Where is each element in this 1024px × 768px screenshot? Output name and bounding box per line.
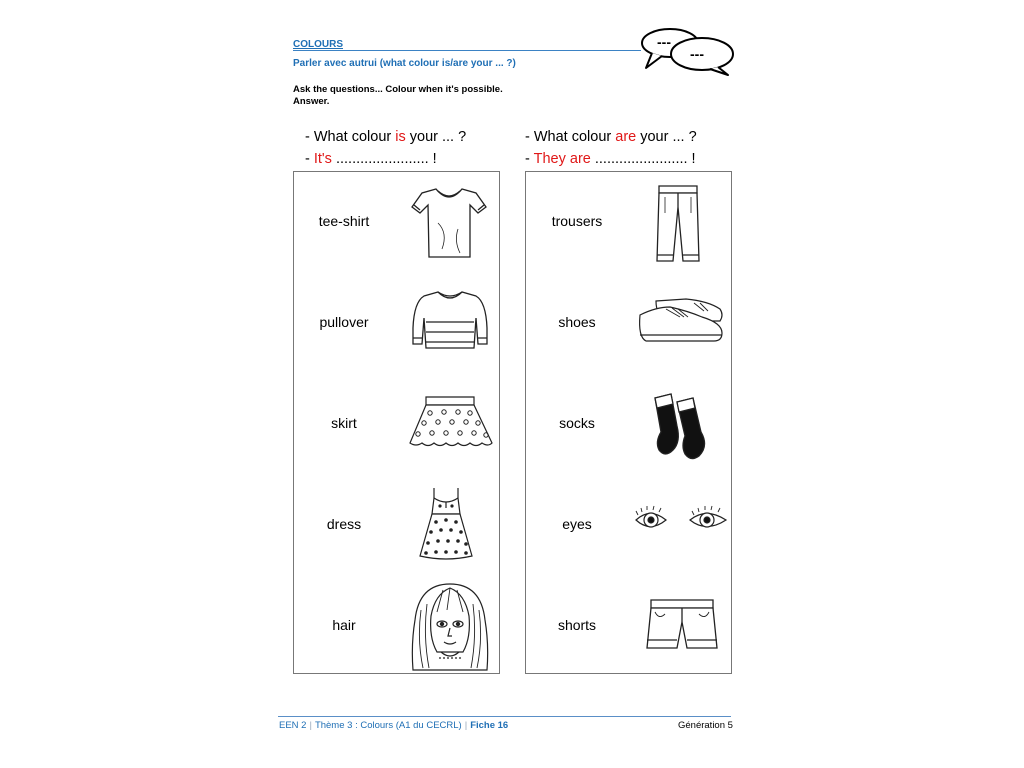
worksheet-title: COLOURS <box>293 39 343 50</box>
left-question-suffix: your ... ? <box>405 129 467 145</box>
item-label-shoes: shoes <box>558 314 596 330</box>
item-label-shorts: shorts <box>557 617 597 633</box>
right-question <box>525 129 697 145</box>
shoes-icon <box>636 295 726 345</box>
item-label-tee-shirt: tee-shirt <box>318 213 370 229</box>
right-question-suffix: your ... ? <box>636 129 697 145</box>
dress-icon <box>416 486 476 562</box>
item-label-hair: hair <box>332 617 356 633</box>
left-answer-suffix: ....................... ! <box>331 151 437 167</box>
hair-icon <box>407 580 493 674</box>
item-label-trousers: trousers <box>551 213 603 229</box>
footer-sheet-number: Fiche 16 <box>470 720 509 731</box>
worksheet-subtitle: Parler avec autrui (what colour is/are your ... ?) <box>293 58 516 69</box>
footer-theme: Thème 3 : Colours (A1 du CECRL) <box>314 720 462 731</box>
right-answer-prefix: - <box>525 151 534 167</box>
left-answer <box>305 151 437 167</box>
left-answer-highlight: It's <box>313 151 332 167</box>
trousers-icon <box>653 183 703 265</box>
footer-level: EEN 2 <box>279 720 307 731</box>
footer-publisher: Génération 5 <box>678 720 733 731</box>
instruction-line-2: Answer. <box>293 96 330 107</box>
footer <box>279 720 508 731</box>
footer-separator-1: | <box>309 720 312 731</box>
shorts-icon <box>645 596 719 654</box>
left-question-highlight: is <box>395 129 406 145</box>
left-question <box>305 129 466 145</box>
right-answer <box>525 151 696 167</box>
skirt-icon <box>406 393 494 451</box>
item-label-dress: dress <box>326 516 362 532</box>
speech-bubbles-icon <box>640 26 736 76</box>
item-label-socks: socks <box>559 415 595 431</box>
footer-divider <box>278 716 731 717</box>
left-question-prefix: - What colour <box>305 129 396 145</box>
item-label-eyes: eyes <box>562 516 592 532</box>
right-question-highlight: are <box>615 129 637 145</box>
right-question-prefix: - What colour <box>525 129 616 145</box>
footer-separator-2: | <box>464 720 468 731</box>
tee-shirt-icon <box>408 183 490 261</box>
left-answer-prefix: - <box>305 151 314 167</box>
bubble-text-2: --- <box>690 46 704 62</box>
right-answer-highlight: They are <box>533 151 591 167</box>
socks-icon <box>651 392 713 462</box>
instruction-line-1: Ask the questions... Colour when it's possible. <box>293 84 503 95</box>
title-underline <box>293 50 641 51</box>
bubble-text-1: --- <box>657 34 671 50</box>
pullover-icon <box>410 288 490 356</box>
eyes-icon <box>634 505 732 535</box>
item-label-skirt: skirt <box>331 415 357 431</box>
right-answer-suffix: ....................... ! <box>590 151 696 167</box>
item-label-pullover: pullover <box>319 314 369 330</box>
instructions <box>293 84 503 108</box>
